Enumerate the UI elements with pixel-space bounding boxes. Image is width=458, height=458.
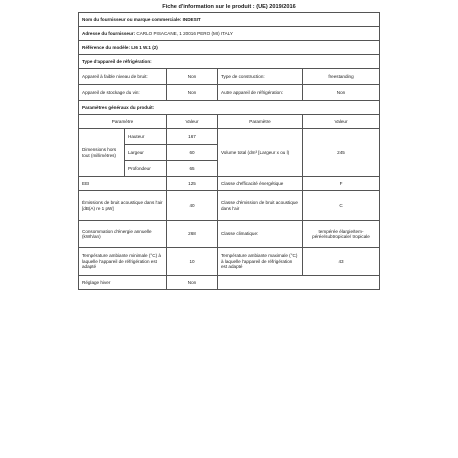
model-value: LI6 1 W.1 (2) — [131, 44, 158, 50]
value-header-left: Valeur — [167, 115, 218, 129]
energy-class-label: Classe d'efficacité énergétique — [218, 177, 303, 191]
document-title: Fiche d'information sur le produit : (UE) 2019/2016 — [162, 4, 296, 10]
supplier-row — [79, 13, 380, 27]
height-label: Hauteur — [125, 129, 167, 145]
winter-setting-label: Réglage hiver — [79, 276, 167, 290]
address-value: CARLO PISACANE, 1 20016 PERO (MI) ITALY — [136, 30, 233, 36]
depth-value: 65 — [167, 161, 218, 177]
eei-label: EEI — [79, 177, 167, 191]
min-temp-value: 10 — [167, 248, 218, 276]
model-label: Référence du modèle: — [82, 44, 130, 50]
height-value: 167 — [167, 129, 218, 145]
winter-setting-value: Non — [167, 276, 218, 290]
climate-class-label: Classe climatique: — [218, 221, 303, 248]
noise-emission-label: Émissions de bruit acoustique dans l'air [dB(A) re 1 pW] — [79, 191, 167, 221]
info-table — [78, 12, 380, 290]
address-label: Adresse du fournisseur: — [82, 30, 136, 36]
width-label: Largeur — [125, 145, 167, 161]
other-appliance-label: Autre appareil de réfrigération: — [218, 85, 303, 101]
param-header-left: Paramètre — [79, 115, 167, 129]
volume-label: Volume total (dm³ [Largeur x ou l) — [218, 129, 303, 177]
min-temp-label: Température ambiante minimale (°C) à laquelle l'appareil de réfrigération est adapté — [79, 248, 167, 276]
volume-value: 245 — [303, 129, 380, 177]
energy-class-value: F — [303, 177, 380, 191]
max-temp-value: 43 — [303, 248, 380, 276]
sheet-table-wrapper — [78, 12, 379, 290]
appliance-type-heading: Type d'appareil de réfrigération: — [79, 55, 380, 69]
supplier-value: INDESIT — [182, 16, 201, 22]
noise-class-value: C — [303, 191, 380, 221]
noise-class-label: Classe d'émission de bruit acoustique dans l'air — [218, 191, 303, 221]
supplier-label: Nom du fournisseur ou marque commerciale: — [82, 16, 182, 22]
dimensions-label: Dimensions hors tout (millimètres) — [79, 129, 125, 177]
climate-class-value: tempérée élargie/tem-pérée/subtropicale/ tropicale — [303, 221, 380, 248]
depth-label: Profondeur — [125, 161, 167, 177]
empty-cell — [218, 276, 380, 290]
energy-consumption-label: Consommation d'énergie annuelle (kWh/an) — [79, 221, 167, 248]
address-row — [79, 27, 380, 41]
width-value: 60 — [167, 145, 218, 161]
value-header-right: Valeur — [303, 115, 380, 129]
eei-value: 125 — [167, 177, 218, 191]
wine-storage-value: Non — [167, 85, 218, 101]
construction-type-label: Type de construction: — [218, 69, 303, 85]
params-heading: Paramètres généraux du produit: — [79, 101, 380, 115]
wine-storage-label: Appareil de stockage du vin: — [79, 85, 167, 101]
other-appliance-value: Non — [303, 85, 380, 101]
low-noise-value: Non — [167, 69, 218, 85]
max-temp-label: Température ambiante maximale (°C) à laquelle l'appareil de réfrigération est adapté — [218, 248, 303, 276]
construction-type-value: freestanding — [303, 69, 380, 85]
noise-emission-value: 40 — [167, 191, 218, 221]
energy-consumption-value: 268 — [167, 221, 218, 248]
param-header-right: Paramètre — [218, 115, 303, 129]
model-row — [79, 41, 380, 55]
low-noise-label: Appareil à faible niveau de bruit: — [79, 69, 167, 85]
